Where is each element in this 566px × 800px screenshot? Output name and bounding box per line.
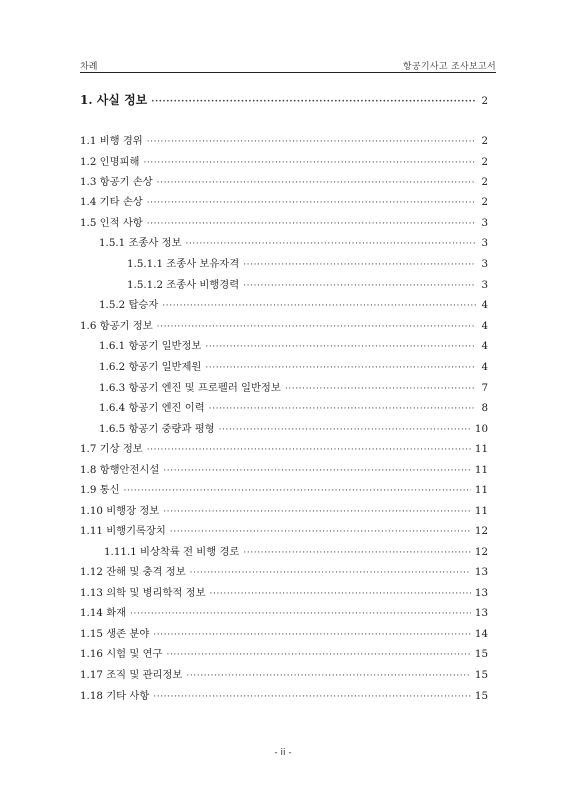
toc-entry-title: 1.14 화재: [80, 607, 127, 619]
toc-entry-page: 8: [481, 402, 488, 414]
toc-entry-page: 14: [474, 628, 488, 640]
toc-entry-title: 1.6.3 항공기 엔진 및 프로펠러 일반정보: [99, 382, 281, 394]
toc-entry-page: 13: [474, 607, 488, 619]
toc-entry-1-5[interactable]: [80, 215, 488, 232]
toc-dot-leader: [285, 381, 476, 397]
toc-entry-page: 2: [481, 95, 488, 107]
toc-entry-title: 1.13 의학 및 병리학적 정보: [80, 587, 206, 599]
toc-dot-leader: [147, 134, 476, 150]
toc-entry-title: 1.8 항행안전시설: [80, 464, 160, 476]
toc-entry-title: 1.12 잔해 및 충격 정보: [80, 566, 186, 578]
toc-dot-leader: [153, 689, 471, 705]
toc-entry-page: 4: [481, 299, 488, 311]
toc-entry-page: 11: [474, 484, 488, 496]
toc-dot-leader: [205, 360, 476, 376]
toc-entry-page: 13: [474, 587, 488, 599]
toc-entry-1-5-1[interactable]: [80, 235, 488, 252]
toc-entry-title: 1.16 시험 및 연구: [80, 648, 163, 660]
toc-entry-1-16[interactable]: [80, 646, 488, 663]
toc-entry-page: 3: [481, 217, 488, 229]
toc-entry-title: 1.6.4 항공기 엔진 이력: [99, 402, 205, 414]
toc-dot-leader: [147, 442, 471, 458]
toc-dot-leader: [151, 94, 476, 110]
toc-dot-leader: [185, 236, 476, 252]
header-divider: [80, 72, 496, 73]
toc-entry-title: 1.17 조직 및 관리정보: [80, 669, 183, 681]
toc-entry-page: 15: [474, 669, 488, 681]
toc-entry-page: 2: [481, 196, 488, 208]
toc-entry-page: 4: [481, 340, 488, 352]
toc-entry-title: 1.9 통신: [80, 484, 120, 496]
toc-entry-1-2[interactable]: [80, 154, 488, 171]
toc-entry-page: 15: [474, 648, 488, 660]
toc-entry-title: 1.3 항공기 손상: [80, 176, 153, 188]
toc-entry-page: 2: [481, 135, 488, 147]
toc-entry-page: 3: [481, 279, 488, 291]
toc-entry-title: 1.5.1.1 조종사 보유자격: [127, 258, 240, 270]
toc-dot-leader: [186, 668, 471, 684]
toc-dot-leader: [210, 586, 471, 602]
toc-dot-leader: [243, 545, 471, 561]
toc-entry-title: 1.4 기타 손상: [80, 196, 143, 208]
toc-entry-title: 1.6.2 항공기 일반제원: [99, 361, 202, 373]
toc-entry-1-9[interactable]: [80, 482, 488, 499]
header-section-label: 차례: [80, 62, 98, 72]
toc-entry-1-6-2[interactable]: [80, 359, 488, 376]
toc-entry-1-6[interactable]: [80, 318, 488, 335]
toc-entry-1-17[interactable]: [80, 667, 488, 684]
toc-entry-title: 1.11 비행기록장치: [80, 525, 166, 537]
toc-entry-1[interactable]: [80, 92, 488, 110]
toc-entry-page: 2: [481, 176, 488, 188]
toc-dot-leader: [243, 257, 476, 273]
toc-dot-leader: [243, 278, 476, 294]
toc-entry-1-6-1[interactable]: [80, 338, 488, 355]
toc-entry-page: 4: [481, 320, 488, 332]
toc-entry-title: 1.5 인적 사항: [80, 217, 143, 229]
toc-dot-leader: [147, 216, 476, 232]
toc-dot-leader: [157, 175, 476, 191]
toc-entry-1-6-5[interactable]: [80, 421, 488, 438]
toc-entry-page: 3: [481, 258, 488, 270]
toc-entry-page: 4: [481, 361, 488, 373]
toc-dot-leader: [190, 565, 471, 581]
toc-entry-1-5-1-1[interactable]: [80, 256, 488, 273]
toc-entry-title: 1.6.5 항공기 중량과 평형: [99, 423, 215, 435]
toc-entry-page: 13: [474, 566, 488, 578]
toc-entry-title: 1.1 비행 경위: [80, 135, 143, 147]
toc-entry-1-3[interactable]: [80, 174, 488, 191]
toc-entry-1-15[interactable]: [80, 626, 488, 643]
toc-dot-leader: [166, 647, 470, 663]
toc-dot-leader: [219, 422, 471, 438]
toc-dot-leader: [170, 524, 471, 540]
toc-entry-title: 1.6.1 항공기 일반정보: [99, 340, 202, 352]
toc-entry-1-8[interactable]: [80, 462, 488, 479]
toc-entry-page: 2: [481, 156, 488, 168]
toc-entry-title: 1.5.1.2 조종사 비행경력: [127, 279, 240, 291]
toc-dot-leader: [163, 504, 471, 520]
toc-entry-title: 1.15 생존 분야: [80, 628, 150, 640]
toc-dot-leader: [147, 195, 476, 211]
toc-entry-1-1[interactable]: [80, 133, 488, 150]
toc-entry-title: 1.10 비행장 정보: [80, 505, 160, 517]
toc-entry-1-5-1-2[interactable]: [80, 277, 488, 294]
toc-entry-title: 1.6 항공기 정보: [80, 320, 153, 332]
toc-entry-title: 1.7 기상 정보: [80, 443, 143, 455]
toc-entry-1-13[interactable]: [80, 585, 488, 602]
toc-entry-1-12[interactable]: [80, 564, 488, 581]
toc-entry-page: 7: [481, 382, 488, 394]
toc-entry-title: 1.5.1 조종사 정보: [99, 237, 182, 249]
toc-dot-leader: [157, 319, 476, 335]
toc-entry-page: 12: [474, 525, 488, 537]
toc-entry-page: 10: [474, 423, 488, 435]
toc-entry-page: 3: [481, 237, 488, 249]
toc-entry-page: 12: [474, 546, 488, 558]
toc-dot-leader: [143, 155, 476, 171]
toc-entry-title: 1. 사실 정보: [80, 93, 148, 107]
toc-entry-page: 11: [474, 505, 488, 517]
toc-dot-leader: [130, 606, 471, 622]
toc-entry-1-18[interactable]: [80, 688, 488, 705]
toc-entry-title: 1.5.2 탑승자: [99, 299, 159, 311]
toc-entry-title: 1.11.1 비상착륙 전 비행 경로: [104, 546, 240, 558]
toc-entry-page: 11: [474, 443, 488, 455]
toc-entry-title: 1.2 인명피해: [80, 156, 140, 168]
toc-dot-leader: [205, 339, 476, 355]
toc-entry-1-5-2[interactable]: [80, 297, 488, 314]
header-document-title: 항공기사고 조사보고서: [402, 62, 496, 72]
toc-entry-1-4[interactable]: [80, 194, 488, 211]
toc-entry-page: 15: [474, 690, 488, 702]
toc-entry-1-10[interactable]: [80, 503, 488, 520]
toc-entry-1-6-4[interactable]: [80, 400, 488, 417]
page-footer-number: - ii -: [274, 748, 292, 758]
toc-dot-leader: [162, 298, 476, 314]
toc-entry-1-11[interactable]: [80, 523, 488, 540]
toc-entry-title: 1.18 기타 사항: [80, 690, 150, 702]
toc-entry-1-6-3[interactable]: [80, 380, 488, 397]
toc-dot-leader: [163, 463, 471, 479]
toc-entry-page: 11: [474, 464, 488, 476]
toc-dot-leader: [124, 483, 471, 499]
toc-entry-1-7[interactable]: [80, 441, 488, 458]
toc-dot-leader: [153, 627, 471, 643]
toc-entry-1-11-1[interactable]: [80, 544, 488, 561]
toc-dot-leader: [209, 401, 476, 417]
toc-entry-1-14[interactable]: [80, 605, 488, 622]
